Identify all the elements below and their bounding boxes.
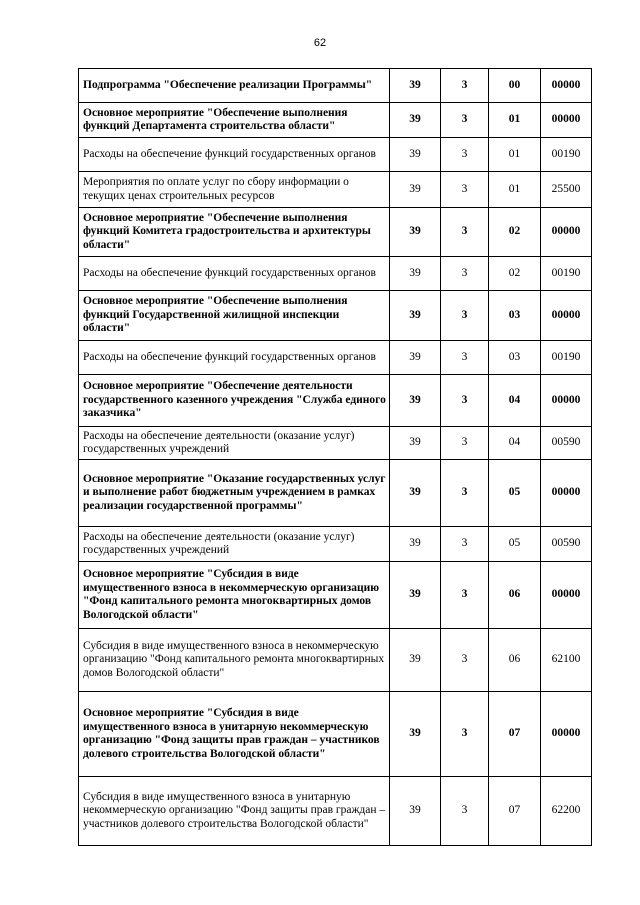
program-code-cell: 39 [390, 291, 441, 341]
subprogram-code-cell: 3 [441, 375, 489, 427]
table-row [79, 257, 592, 291]
table-row [79, 291, 592, 341]
expense-code-cell: 25500 [541, 172, 592, 208]
subprogram-code-cell: 3 [441, 341, 489, 375]
expense-code-cell: 00000 [541, 69, 592, 103]
expense-code-cell: 00590 [541, 427, 592, 460]
activity-code-cell: 02 [489, 208, 541, 257]
subprogram-code-cell: 3 [441, 138, 489, 172]
row-name-cell: Основное мероприятие "Обеспечение выполнения функций Государственной жилищной инспекции области" [79, 291, 390, 341]
table-row [79, 138, 592, 172]
subprogram-code-cell: 3 [441, 562, 489, 629]
program-code-cell: 39 [390, 692, 441, 777]
program-code-cell: 39 [390, 427, 441, 460]
expense-code-cell: 62200 [541, 777, 592, 846]
table-row [79, 629, 592, 692]
subprogram-code-cell: 3 [441, 69, 489, 103]
row-name-cell: Основное мероприятие "Субсидия в виде имущественного взноса в унитарную некоммерческую организацию "Фонд защиты прав граждан – участников долевого строительства Вологодской области" [79, 692, 390, 777]
row-name-cell: Расходы на обеспечение функций государственных органов [79, 138, 390, 172]
row-name-cell: Подпрограмма "Обеспечение реализации Программы" [79, 69, 390, 103]
program-code-cell: 39 [390, 138, 441, 172]
activity-code-cell: 07 [489, 777, 541, 846]
table-body [79, 69, 592, 846]
row-name-cell: Основное мероприятие "Обеспечение деятельности государственного казенного учреждения "Служба единого заказчика" [79, 375, 390, 427]
expense-code-cell: 00190 [541, 341, 592, 375]
activity-code-cell: 01 [489, 172, 541, 208]
program-code-cell: 39 [390, 562, 441, 629]
activity-code-cell: 07 [489, 692, 541, 777]
table-row [79, 208, 592, 257]
program-code-cell: 39 [390, 257, 441, 291]
program-code-cell: 39 [390, 527, 441, 562]
row-name-cell: Субсидия в виде имущественного взноса в некоммерческую организацию "Фонд капитального ремонта многоквартирных домов Вологодской области" [79, 629, 390, 692]
row-name-cell: Субсидия в виде имущественного взноса в унитарную некоммерческую организацию "Фонд защиты прав граждан – участников долевого строительства Вологодской области" [79, 777, 390, 846]
row-name-cell: Мероприятия по оплате услуг по сбору информации о текущих ценах строительных ресурсов [79, 172, 390, 208]
row-name-cell: Расходы на обеспечение функций государственных органов [79, 257, 390, 291]
subprogram-code-cell: 3 [441, 460, 489, 527]
subprogram-code-cell: 3 [441, 257, 489, 291]
subprogram-code-cell: 3 [441, 629, 489, 692]
expense-code-cell: 00190 [541, 138, 592, 172]
program-code-cell: 39 [390, 629, 441, 692]
activity-code-cell: 05 [489, 527, 541, 562]
program-code-cell: 39 [390, 460, 441, 527]
activity-code-cell: 03 [489, 291, 541, 341]
row-name-cell: Основное мероприятие "Оказание государственных услуг и выполнение работ бюджетным учреждением в рамках реализации государственной программы" [79, 460, 390, 527]
expense-code-cell: 00000 [541, 562, 592, 629]
activity-code-cell: 03 [489, 341, 541, 375]
table-row [79, 527, 592, 562]
subprogram-code-cell: 3 [441, 103, 489, 138]
expense-code-cell: 00000 [541, 103, 592, 138]
table-row [79, 562, 592, 629]
activity-code-cell: 04 [489, 375, 541, 427]
expense-code-cell: 00590 [541, 527, 592, 562]
table-row [79, 341, 592, 375]
expense-code-cell: 00000 [541, 291, 592, 341]
table-row [79, 172, 592, 208]
activity-code-cell: 04 [489, 427, 541, 460]
program-code-cell: 39 [390, 208, 441, 257]
table-row [79, 69, 592, 103]
row-name-cell: Основное мероприятие "Обеспечение выполнения функций Комитета градостроительства и архитектуры области" [79, 208, 390, 257]
row-name-cell: Расходы на обеспечение деятельности (оказание услуг) государственных учреждений [79, 427, 390, 460]
row-name-cell: Основное мероприятие "Обеспечение выполнения функций Департамента строительства области" [79, 103, 390, 138]
subprogram-code-cell: 3 [441, 208, 489, 257]
expense-code-cell: 62100 [541, 629, 592, 692]
program-code-cell: 39 [390, 777, 441, 846]
activity-code-cell: 00 [489, 69, 541, 103]
activity-code-cell: 01 [489, 138, 541, 172]
program-code-cell: 39 [390, 341, 441, 375]
activity-code-cell: 05 [489, 460, 541, 527]
activity-code-cell: 01 [489, 103, 541, 138]
row-name-cell: Расходы на обеспечение деятельности (оказание услуг) государственных учреждений [79, 527, 390, 562]
table-row [79, 427, 592, 460]
subprogram-code-cell: 3 [441, 427, 489, 460]
budget-classification-table [78, 68, 592, 846]
expense-code-cell: 00000 [541, 375, 592, 427]
table-row [79, 103, 592, 138]
table-row [79, 692, 592, 777]
subprogram-code-cell: 3 [441, 527, 489, 562]
program-code-cell: 39 [390, 172, 441, 208]
expense-code-cell: 00000 [541, 692, 592, 777]
program-code-cell: 39 [390, 375, 441, 427]
table-row [79, 460, 592, 527]
subprogram-code-cell: 3 [441, 777, 489, 846]
table-row [79, 777, 592, 846]
activity-code-cell: 02 [489, 257, 541, 291]
expense-code-cell: 00000 [541, 208, 592, 257]
table-row [79, 375, 592, 427]
row-name-cell: Расходы на обеспечение функций государственных органов [79, 341, 390, 375]
row-name-cell: Основное мероприятие "Субсидия в виде имущественного взноса в некоммерческую организацию "Фонд капитального ремонта многоквартирных домов Вологодской области" [79, 562, 390, 629]
program-code-cell: 39 [390, 69, 441, 103]
activity-code-cell: 06 [489, 629, 541, 692]
subprogram-code-cell: 3 [441, 172, 489, 208]
program-code-cell: 39 [390, 103, 441, 138]
activity-code-cell: 06 [489, 562, 541, 629]
expense-code-cell: 00000 [541, 460, 592, 527]
subprogram-code-cell: 3 [441, 692, 489, 777]
subprogram-code-cell: 3 [441, 291, 489, 341]
page-number: 62 [313, 37, 327, 49]
expense-code-cell: 00190 [541, 257, 592, 291]
